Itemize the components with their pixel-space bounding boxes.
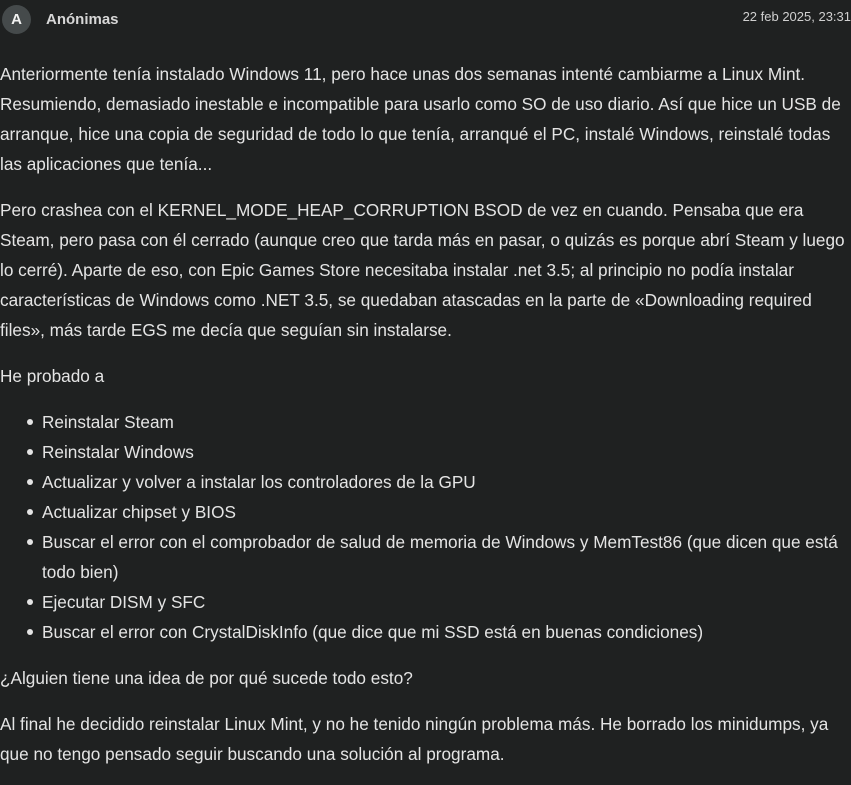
list-item-text: Actualizar y volver a instalar los controladores de la GPU — [42, 472, 476, 492]
list-item — [42, 407, 851, 437]
paragraph: ¿Alguien tiene una idea de por qué sucede todo esto? — [0, 668, 413, 688]
list-item-text: Reinstalar Steam — [42, 412, 174, 432]
post-header — [0, 0, 851, 40]
list-item — [42, 437, 851, 467]
post-timestamp: 22 feb 2025, 23:31 — [742, 9, 851, 24]
list-item — [42, 617, 851, 647]
paragraph: Al final he decidido reinstalar Linux Mint, y no he tenido ningún problema más. He borrado los minidumps, ya que no tengo pensado seguir buscando una solución al programa. — [0, 714, 829, 764]
list-item-text: Actualizar chipset y BIOS — [42, 502, 236, 522]
post-body — [0, 59, 851, 785]
paragraph: He probado a — [0, 366, 105, 386]
bullet-icon — [27, 449, 33, 455]
list-item-text: Reinstalar Windows — [42, 442, 194, 462]
bullet-icon — [27, 479, 33, 485]
bullet-icon — [27, 599, 33, 605]
list-item-text: Ejecutar DISM y SFC — [42, 592, 206, 612]
list-item — [42, 467, 851, 497]
list-item-text: Buscar el error con el comprobador de salud de memoria de Windows y MemTest86 (que dicen que está todo bien) — [42, 532, 838, 582]
bullet-icon — [27, 539, 33, 545]
author-name[interactable]: Anónimas — [46, 11, 119, 28]
list-item — [42, 497, 851, 527]
list-item — [42, 587, 851, 617]
avatar[interactable]: A — [2, 5, 31, 34]
bullet-icon — [27, 509, 33, 515]
list-item — [42, 527, 851, 587]
paragraph: Pero crashea con el KERNEL_MODE_HEAP_CORRUPTION BSOD de vez en cuando. Pensaba que era Steam, pero pasa con él cerrado (aunque creo que tarda más en pasar, o quizás es porque abrí Steam y luego lo cerré). Aparte de eso, con Epic Games Store necesitaba instalar .net 3.5; al principio no podía instalar características de Windows como .NET 3.5, se quedaban atascadas en la parte de «Downloading required files», más tarde EGS me decía que seguían sin instalarse. — [0, 200, 845, 340]
attempts-list — [0, 407, 851, 647]
bullet-icon — [27, 629, 33, 635]
paragraph: Anteriormente tenía instalado Windows 11, pero hace unas dos semanas intenté cambiarme a Linux Mint. Resumiendo, demasiado inestable e incompatible para usarlo como SO de uso diario. Así que hice un USB de arranque, hice una copia de seguridad de todo lo que tenía, arranqué el PC, instalé Windows, reinstalé todas las aplicaciones que tenía... — [0, 64, 841, 174]
bullet-icon — [27, 419, 33, 425]
list-item-text: Buscar el error con CrystalDiskInfo (que dice que mi SSD está en buenas condiciones) — [42, 622, 704, 642]
